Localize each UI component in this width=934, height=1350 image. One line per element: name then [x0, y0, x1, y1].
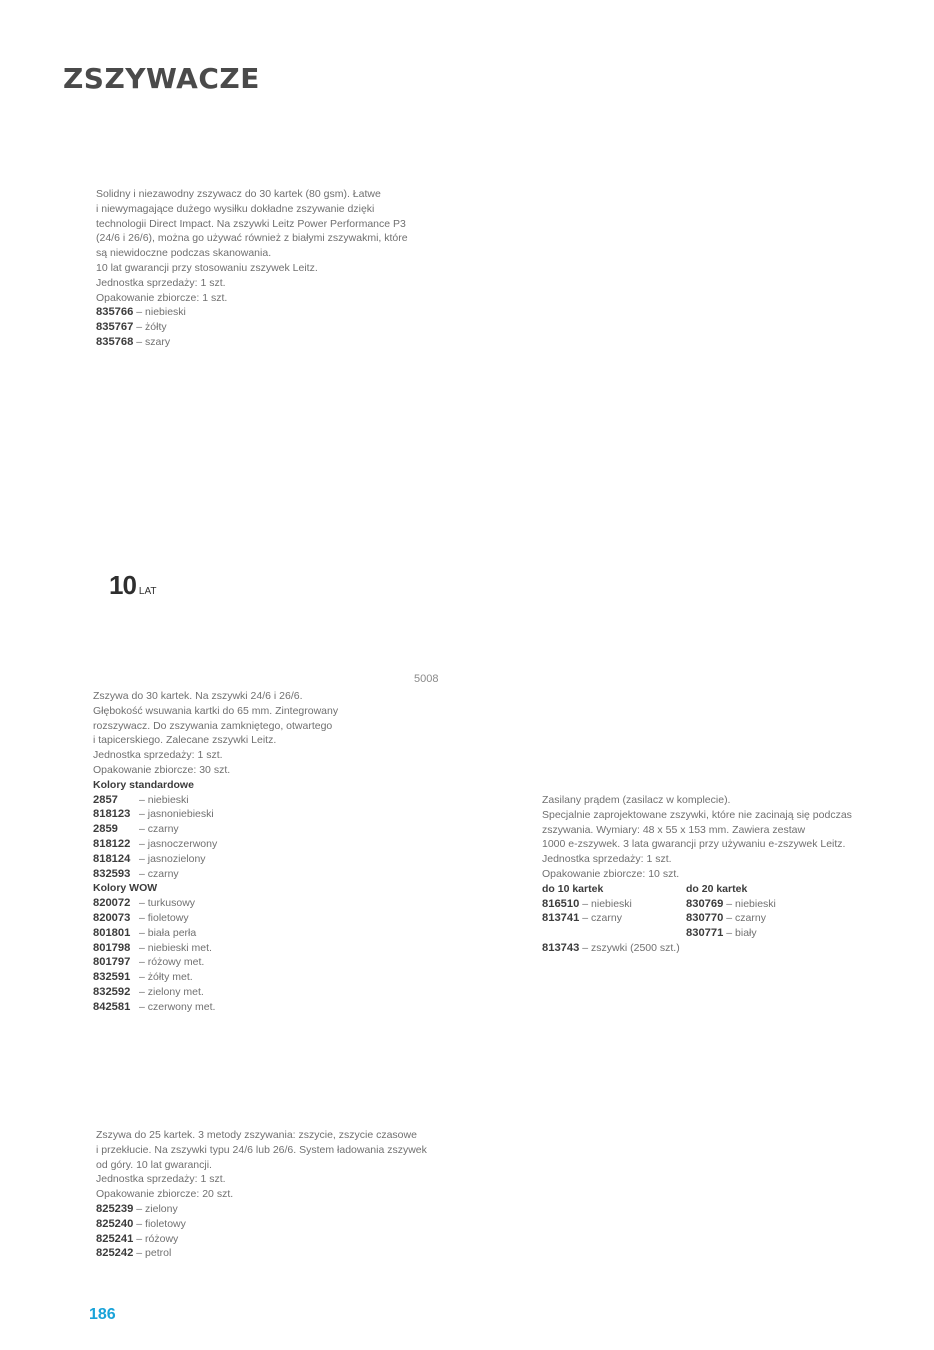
product-color: – czarny [726, 912, 766, 925]
product-4-variant [96, 1246, 427, 1261]
product-2-block [93, 689, 338, 1015]
product-color: – szary [136, 335, 171, 348]
product-code: 835766 [96, 306, 134, 319]
product-code: 816510 [542, 897, 580, 910]
product-3-desc-line: Zasilany prądem (zasilacz w komplecie). [542, 794, 731, 806]
product-code: 818122 [93, 837, 131, 850]
product-1-desc-line: Jednostka sprzedaży: 1 szt. [96, 276, 226, 289]
product-2-variant [93, 941, 338, 956]
product-color: – fioletowy [136, 1217, 186, 1230]
product-color: – fioletowy [139, 911, 189, 924]
product-color: – jasnozielony [139, 852, 206, 865]
product-code: 2857 [93, 793, 118, 806]
product-color: – niebieski met. [139, 941, 212, 954]
product-code: 825240 [96, 1217, 134, 1230]
product-color: – petrol [136, 1247, 172, 1260]
product-4-desc-line: Opakowanie zbiorcze: 20 szt. [96, 1188, 234, 1201]
column-heading: do 10 kartek [542, 882, 604, 895]
product-1-desc-line: są niewidoczne podczas skanowania. [96, 247, 272, 260]
product-color: – żółty [136, 321, 167, 334]
column-heading: do 20 kartek [686, 882, 748, 895]
product-4-variant [96, 1202, 427, 1217]
product-2-desc-line: rozszywacz. Do zszywania zamkniętego, otwartego [93, 719, 333, 732]
group-heading-standard: Kolory standardowe [93, 778, 194, 791]
product-code: 832591 [93, 971, 131, 984]
product-3-desc-line: zszywania. Wymiary: 48 x 55 x 153 mm. Zawiera zestaw [542, 823, 806, 836]
product-code: 842581 [93, 1000, 131, 1013]
warranty-unit: LAT [138, 586, 157, 597]
product-color: – niebieski [139, 793, 189, 806]
product-3-refill [542, 941, 852, 956]
product-2-desc-line: Opakowanie zbiorcze: 30 szt. [93, 763, 231, 776]
product-1-variant [96, 335, 408, 350]
product-code: 801798 [93, 941, 131, 954]
group-heading-wow: Kolory WOW [93, 882, 158, 895]
product-2-variant [93, 822, 338, 837]
product-color: – różowy [136, 1232, 179, 1245]
product-3-variant [686, 897, 830, 912]
product-3-variant [542, 897, 686, 912]
product-color: – czarny [582, 912, 622, 925]
product-4-variant [96, 1217, 427, 1232]
product-code: 820072 [93, 897, 131, 910]
product-color: – niebieski [726, 897, 776, 910]
product-code: 801797 [93, 956, 131, 969]
product-2-variant [93, 793, 338, 808]
product-2-variant [93, 955, 338, 970]
product-color: – czarny [139, 823, 179, 836]
product-4-desc-line: Zszywa do 25 kartek. 3 metody zszywania: zszycie, zszycie czasowe [96, 1129, 417, 1141]
product-2-variant [93, 852, 338, 867]
product-color: – niebieski [136, 306, 186, 319]
product-1-variant [96, 320, 408, 335]
product-1-block [96, 187, 408, 350]
product-3-desc-line: Jednostka sprzedaży: 1 szt. [542, 853, 672, 866]
product-code: 832592 [93, 985, 131, 998]
product-2-variant [93, 970, 338, 985]
product-color: – żółty met. [139, 971, 193, 984]
product-2-variant [93, 985, 338, 1000]
product-1-desc-line: Solidny i niezawodny zszywacz do 30 kartek (80 gsm). Łatwe [96, 188, 381, 200]
product-2-variant [93, 807, 338, 822]
product-code: 818123 [93, 808, 131, 821]
product-3-variant [542, 911, 686, 926]
product-code: 820073 [93, 911, 131, 924]
product-2-desc-line: Zszywa do 30 kartek. Na zszywki 24/6 i 26/6. [93, 690, 303, 702]
product-2-variant [93, 837, 338, 852]
product-4-desc-line: i przekłucie. Na zszywki typu 24/6 lub 26/6. System ładowania zszywek [96, 1143, 427, 1156]
product-code: 813743 [542, 941, 580, 954]
product-2-desc-line: i tapicerskiego. Zalecane zszywki Leitz. [93, 734, 277, 747]
warranty-years: 10 [109, 570, 136, 600]
warranty-badge [109, 570, 157, 601]
product-code: 835768 [96, 335, 134, 348]
product-color: – biały [726, 927, 757, 940]
product-code: 825239 [96, 1202, 134, 1215]
product-code: 830770 [686, 912, 724, 925]
product-2-variant [93, 911, 338, 926]
product-3-desc-line: 1000 e-zszywek. 3 lata gwarancji przy używaniu e-zszywek Leitz. [542, 838, 846, 851]
page-number: 186 [89, 1306, 116, 1323]
product-color: – niebieski [582, 897, 632, 910]
product-color: – czerwony met. [139, 1000, 216, 1013]
product-4-block [96, 1128, 427, 1261]
page-title: ZSZYWACZE [63, 62, 260, 95]
product-3-desc-line: Specjalnie zaprojektowane zszywki, które nie zacinają się podczas [542, 808, 852, 821]
product-code: 801801 [93, 926, 131, 939]
product-2-variant [93, 896, 338, 911]
product-color: – zielony [136, 1202, 178, 1215]
product-color: – czarny [139, 867, 179, 880]
product-code: 825241 [96, 1232, 134, 1245]
product-code: 832593 [93, 867, 131, 880]
product-1-desc-line: 10 lat gwarancji przy stosowaniu zszywek Leitz. [96, 261, 318, 274]
product-code: 830769 [686, 897, 724, 910]
product-color: – jasnoczerwony [139, 837, 218, 850]
product-code: 835767 [96, 321, 134, 334]
product-2-variant [93, 1000, 338, 1015]
product-code: 818124 [93, 852, 131, 865]
product-1-desc-line: technologii Direct Impact. Na zszywki Leitz Power Performance P3 [96, 217, 406, 230]
product-1-desc-line: (24/6 i 26/6), można go używać również z białymi zszywakmi, które [96, 232, 408, 245]
product-3-block [542, 793, 852, 956]
product-2-variant [93, 926, 338, 941]
product-3-variant [686, 911, 830, 926]
product-color: – różowy met. [139, 956, 205, 969]
product-3-desc-line: Opakowanie zbiorcze: 10 szt. [542, 867, 680, 880]
product-4-variant [96, 1232, 427, 1247]
product-code: 2859 [93, 823, 118, 836]
column-10-sheets [542, 882, 686, 941]
product-1-desc-line: Opakowanie zbiorcze: 1 szt. [96, 291, 228, 304]
column-20-sheets [686, 882, 830, 941]
product-3-columns [542, 882, 852, 941]
product-color: – zszywki (2500 szt.) [582, 941, 680, 954]
product-1-variant [96, 305, 408, 320]
product-code: 825242 [96, 1247, 134, 1260]
product-3-variant [686, 926, 830, 941]
product-4-desc-line: Jednostka sprzedaży: 1 szt. [96, 1173, 226, 1186]
product-2-variant [93, 867, 338, 882]
product-color: – turkusowy [139, 897, 196, 910]
product-1-desc-line: i niewymagające dużego wysiłku dokładne zszywanie dzięki [96, 202, 375, 215]
product-code: 830771 [686, 927, 724, 940]
product-color: – jasnoniebieski [139, 808, 214, 821]
product-2-desc-line: Głębokość wsuwania kartki do 65 mm. Zintegrowany [93, 704, 339, 717]
product-color: – zielony met. [139, 985, 204, 998]
model-number: 5008 [414, 673, 439, 685]
product-code: 813741 [542, 912, 580, 925]
product-color: – biała perła [139, 926, 197, 939]
product-4-desc-line: od góry. 10 lat gwarancji. [96, 1158, 212, 1171]
product-2-desc-line: Jednostka sprzedaży: 1 szt. [93, 749, 223, 762]
